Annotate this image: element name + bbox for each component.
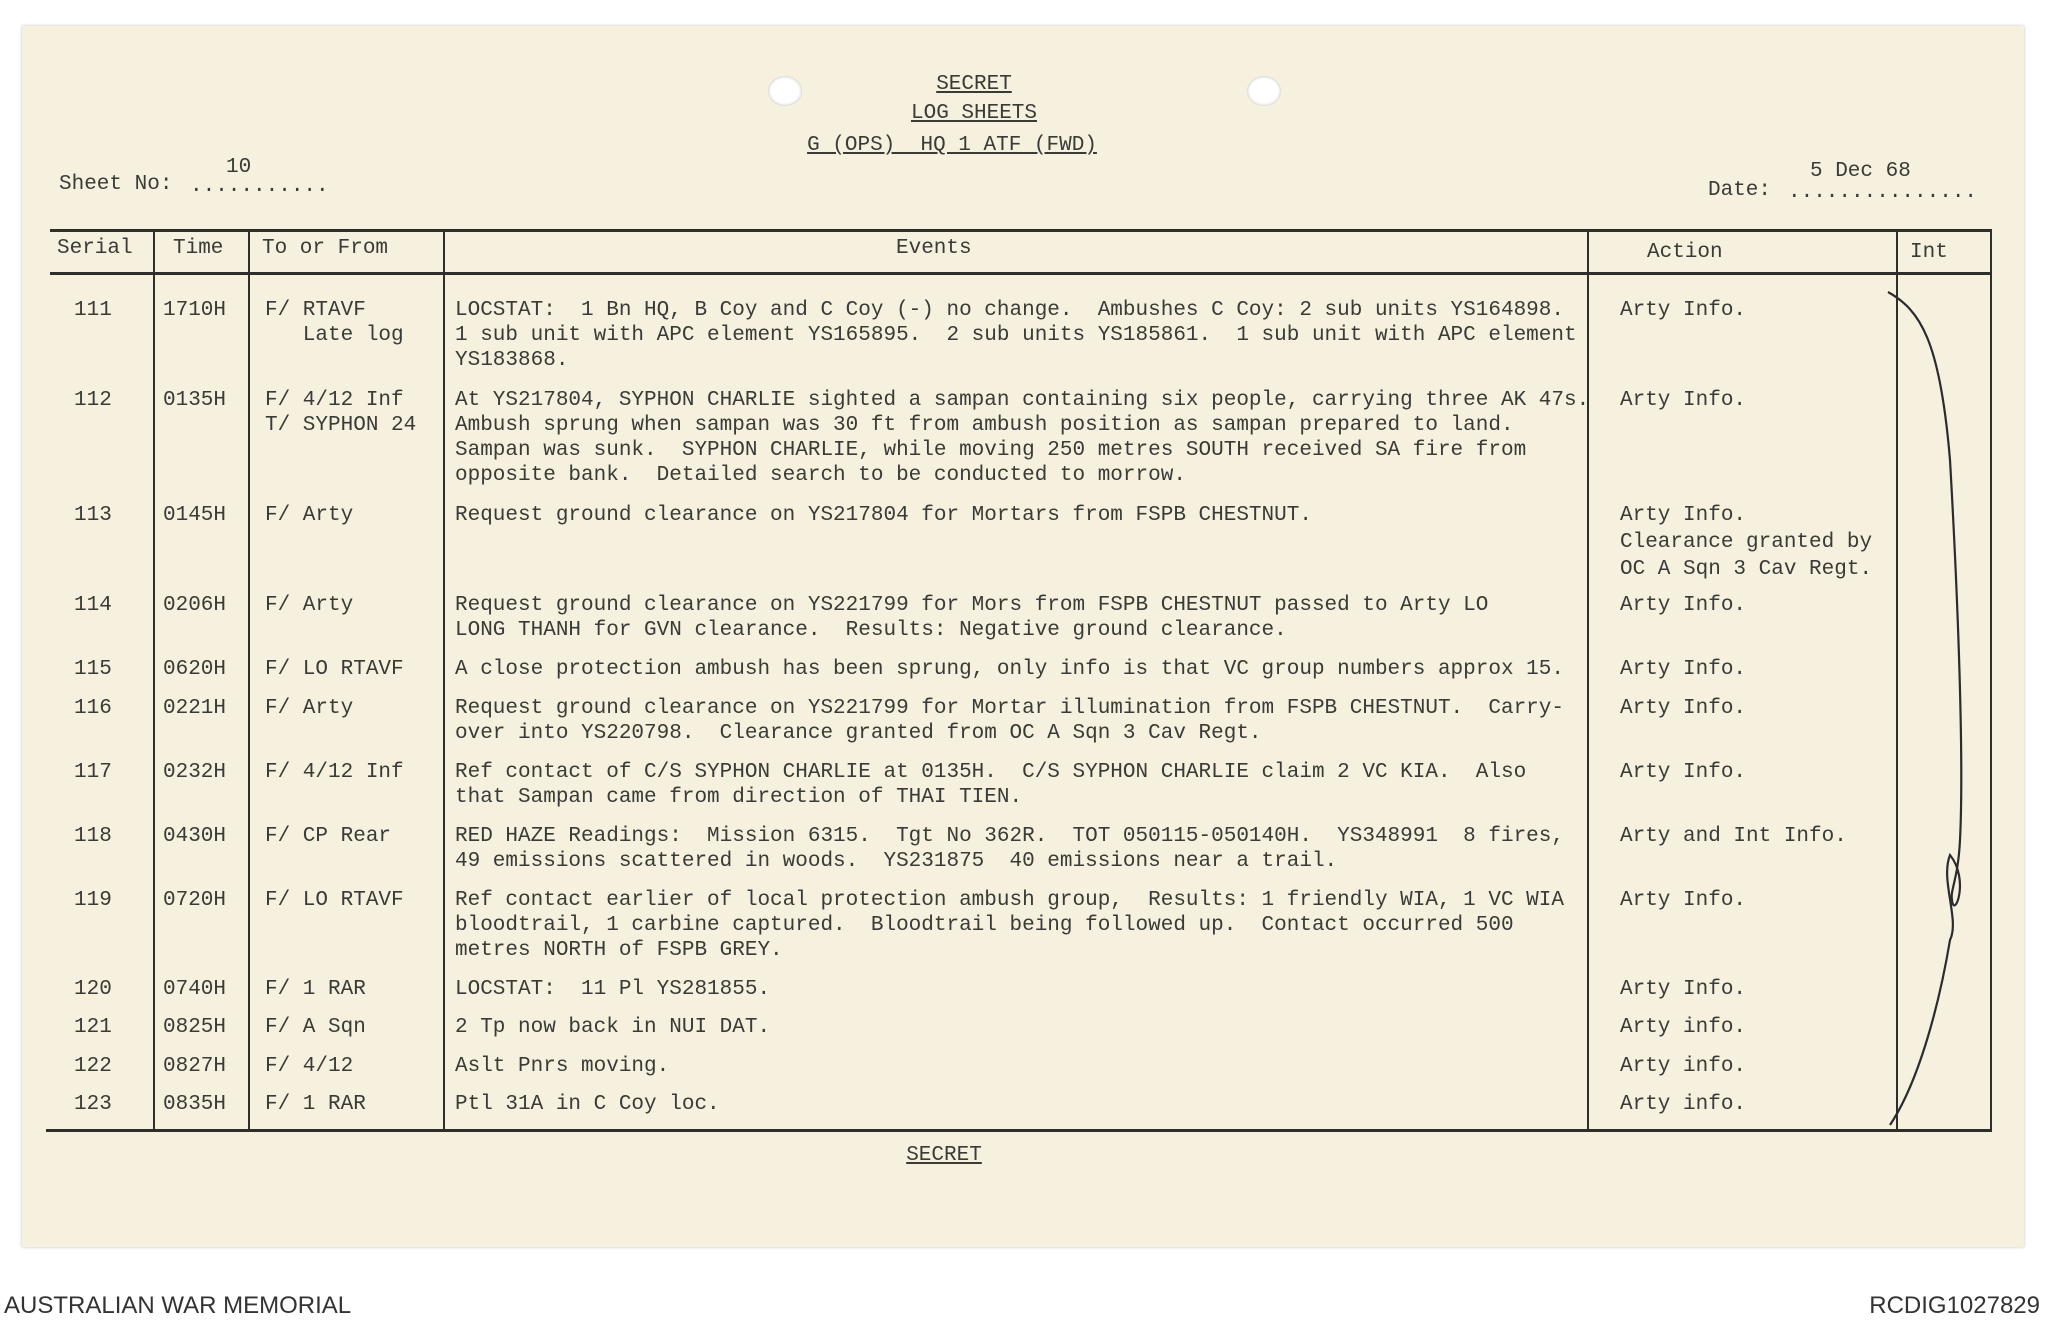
to-from-cell: F/ 1 RAR bbox=[265, 1093, 366, 1116]
action-cell: Arty Info. bbox=[1620, 389, 1747, 412]
to-from-cell: F/ A Sqn bbox=[265, 1016, 366, 1039]
time-cell: 0430H bbox=[163, 825, 227, 848]
serial-cell: 121 bbox=[74, 1016, 112, 1039]
events-cell: A close protection ambush has been sprung, only info is that VC group numbers approx 15. bbox=[455, 658, 1564, 681]
archive-id: RCDIG1027829 bbox=[1869, 1292, 2040, 1319]
time-cell: 0720H bbox=[163, 889, 227, 912]
events-cell: Request ground clearance on YS221799 for Mors from FSPB CHESTNUT passed to Arty LO bbox=[455, 594, 1489, 617]
action-cell: Arty Info. bbox=[1620, 504, 1747, 527]
column-divider bbox=[153, 229, 155, 1129]
column-divider bbox=[248, 229, 250, 1129]
sheet-no-value: 10 bbox=[226, 156, 252, 179]
events-cell: Sampan was sunk. SYPHON CHARLIE, while moving 250 metres SOUTH received SA fire from bbox=[455, 439, 1527, 462]
to-from-cell: F/ 4/12 Inf bbox=[265, 389, 404, 412]
action-cell: Arty Info. bbox=[1620, 658, 1747, 681]
action-cell: Arty Info. bbox=[1620, 889, 1747, 912]
events-cell: LOCSTAT: 11 Pl YS281855. bbox=[455, 978, 771, 1001]
action-cell: Arty Info. bbox=[1620, 594, 1747, 617]
date-label: Date: bbox=[1708, 179, 1772, 202]
action-cell: Arty and Int Info. bbox=[1620, 825, 1847, 848]
classification-bottom: SECRET bbox=[906, 1144, 982, 1167]
column-header-serial: Serial bbox=[57, 237, 133, 260]
serial-cell: 122 bbox=[74, 1055, 112, 1078]
events-cell: Request ground clearance on YS221799 for Mortar illumination from FSPB CHESTNUT. Carry- bbox=[455, 697, 1564, 720]
action-cell: Arty info. bbox=[1620, 1016, 1747, 1039]
time-cell: 0206H bbox=[163, 594, 227, 617]
events-cell: LOCSTAT: 1 Bn HQ, B Coy and C Coy (-) no change. Ambushes C Coy: 2 sub units YS164898. bbox=[455, 299, 1564, 322]
serial-cell: 118 bbox=[74, 825, 112, 848]
column-header-to-from: To or From bbox=[262, 237, 389, 260]
to-from-cell: F/ Arty bbox=[265, 697, 354, 720]
to-from-cell: Late log bbox=[265, 324, 404, 347]
action-cell: Arty info. bbox=[1620, 1093, 1747, 1116]
action-cell: Arty Info. bbox=[1620, 978, 1747, 1001]
events-cell: 49 emissions scattered in woods. YS231875 40 emissions near a trail. bbox=[455, 850, 1338, 873]
events-cell: Aslt Pnrs moving. bbox=[455, 1055, 670, 1078]
punch-hole bbox=[768, 76, 802, 106]
column-divider bbox=[1587, 229, 1589, 1129]
document-title: LOG SHEETS bbox=[910, 102, 1038, 125]
to-from-cell: F/ Arty bbox=[265, 594, 354, 617]
column-header-int: Int bbox=[1910, 241, 1948, 264]
events-cell: bloodtrail, 1 carbine captured. Bloodtrail being followed up. Contact occurred 500 bbox=[455, 914, 1514, 937]
events-cell: metres NORTH of FSPB GREY. bbox=[455, 939, 783, 962]
column-header-events: Events bbox=[896, 237, 972, 260]
serial-cell: 112 bbox=[74, 389, 112, 412]
time-cell: 0620H bbox=[163, 658, 227, 681]
serial-cell: 119 bbox=[74, 889, 112, 912]
action-cell: Arty Info. bbox=[1620, 697, 1747, 720]
events-cell: over into YS220798. Clearance granted from OC A Sqn 3 Cav Regt. bbox=[455, 722, 1262, 745]
time-cell: 0835H bbox=[163, 1093, 227, 1116]
handwritten-bracket bbox=[1880, 280, 1990, 1130]
unit-heading: G (OPS) HQ 1 ATF (FWD) bbox=[807, 134, 1097, 157]
action-cell: Clearance granted by bbox=[1620, 531, 1873, 554]
events-cell: Ptl 31A in C Coy loc. bbox=[455, 1093, 720, 1116]
to-from-cell: F/ RTAVF bbox=[265, 299, 366, 322]
serial-cell: 115 bbox=[74, 658, 112, 681]
events-cell: that Sampan came from direction of THAI TIEN. bbox=[455, 786, 1023, 809]
events-cell: Request ground clearance on YS217804 for Mortars from FSPB CHESTNUT. bbox=[455, 504, 1312, 527]
time-cell: 0825H bbox=[163, 1016, 227, 1039]
sheet-no-label: Sheet No: bbox=[59, 173, 173, 196]
to-from-cell: F/ CP Rear bbox=[265, 825, 392, 848]
serial-cell: 113 bbox=[74, 504, 112, 527]
events-cell: Ref contact of C/S SYPHON CHARLIE at 0135H. C/S SYPHON CHARLIE claim 2 VC KIA. Also bbox=[455, 761, 1527, 784]
punch-hole bbox=[1247, 76, 1281, 106]
header-rule bbox=[50, 272, 1992, 275]
archive-credit: AUSTRALIAN WAR MEMORIAL bbox=[4, 1292, 352, 1319]
date-dots: ............... bbox=[1788, 181, 1978, 204]
events-cell: RED HAZE Readings: Mission 6315. Tgt No 362R. TOT 050115-050140H. YS348991 8 fires, bbox=[455, 825, 1564, 848]
to-from-cell: F/ 4/12 bbox=[265, 1055, 354, 1078]
sheet-no-dots: ........... bbox=[190, 175, 329, 198]
to-from-cell: T/ SYPHON 24 bbox=[265, 414, 417, 437]
time-cell: 0145H bbox=[163, 504, 227, 527]
table-top-rule bbox=[50, 229, 1992, 232]
events-cell: LONG THANH for GVN clearance. Results: Negative ground clearance. bbox=[455, 619, 1287, 642]
table-bottom-rule bbox=[46, 1129, 1992, 1132]
events-cell: YS183868. bbox=[455, 349, 569, 372]
serial-cell: 123 bbox=[74, 1093, 112, 1116]
serial-cell: 116 bbox=[74, 697, 112, 720]
time-cell: 1710H bbox=[163, 299, 227, 322]
to-from-cell: F/ 4/12 Inf bbox=[265, 761, 404, 784]
serial-cell: 117 bbox=[74, 761, 112, 784]
column-divider bbox=[1990, 229, 1992, 1129]
to-from-cell: F/ LO RTAVF bbox=[265, 658, 404, 681]
column-header-action: Action bbox=[1647, 241, 1723, 264]
events-cell: Ambush sprung when sampan was 30 ft from ambush position as sampan prepared to land. bbox=[455, 414, 1514, 437]
time-cell: 0232H bbox=[163, 761, 227, 784]
time-cell: 0221H bbox=[163, 697, 227, 720]
column-header-time: Time bbox=[173, 237, 224, 260]
to-from-cell: F/ Arty bbox=[265, 504, 354, 527]
action-cell: OC A Sqn 3 Cav Regt. bbox=[1620, 558, 1873, 581]
action-cell: Arty Info. bbox=[1620, 761, 1747, 784]
column-divider bbox=[443, 229, 445, 1129]
classification-top: SECRET bbox=[936, 73, 1012, 96]
to-from-cell: F/ 1 RAR bbox=[265, 978, 366, 1001]
events-cell: At YS217804, SYPHON CHARLIE sighted a sampan containing six people, carrying three AK 47s. bbox=[455, 389, 1590, 412]
events-cell: opposite bank. Detailed search to be conducted to morrow. bbox=[455, 464, 1186, 487]
action-cell: Arty info. bbox=[1620, 1055, 1747, 1078]
to-from-cell: F/ LO RTAVF bbox=[265, 889, 404, 912]
events-cell: 1 sub unit with APC element YS165895. 2 sub units YS185861. 1 sub unit with APC element bbox=[455, 324, 1577, 347]
time-cell: 0827H bbox=[163, 1055, 227, 1078]
serial-cell: 120 bbox=[74, 978, 112, 1001]
action-cell: Arty Info. bbox=[1620, 299, 1747, 322]
date-value: 5 Dec 68 bbox=[1810, 160, 1911, 183]
serial-cell: 114 bbox=[74, 594, 112, 617]
events-cell: 2 Tp now back in NUI DAT. bbox=[455, 1016, 771, 1039]
serial-cell: 111 bbox=[74, 299, 112, 322]
time-cell: 0135H bbox=[163, 389, 227, 412]
events-cell: Ref contact earlier of local protection ambush group, Results: 1 friendly WIA, 1 VC WIA bbox=[455, 889, 1564, 912]
time-cell: 0740H bbox=[163, 978, 227, 1001]
